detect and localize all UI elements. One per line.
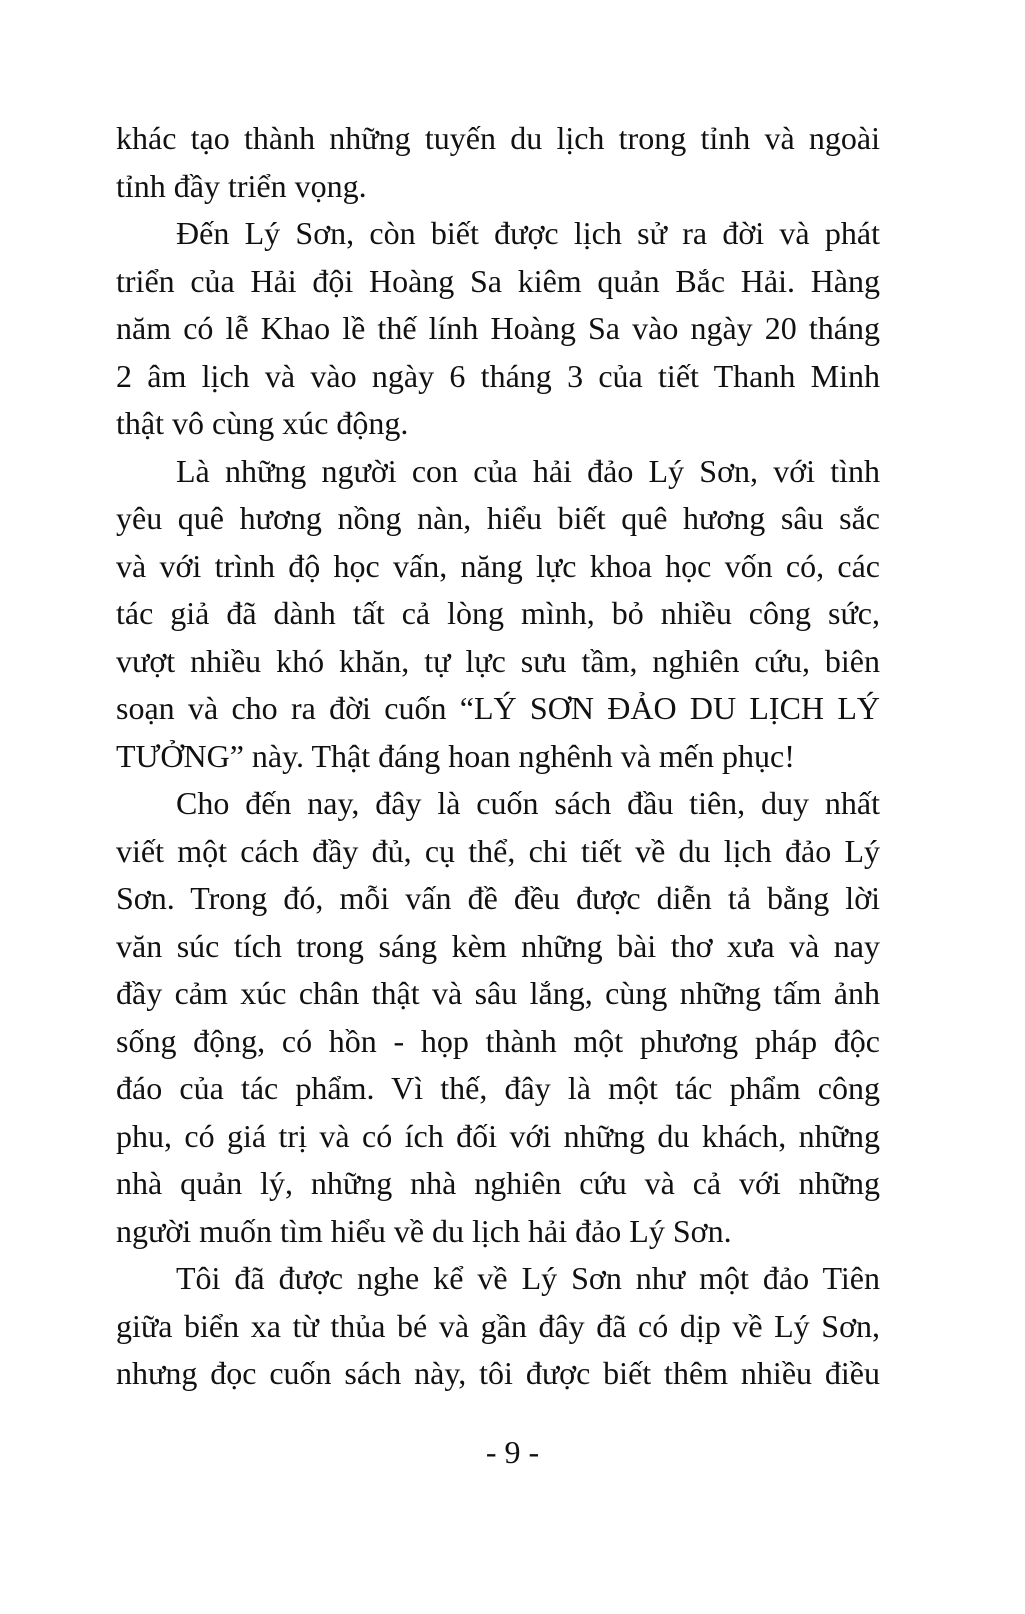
text-line: 2 âm lịch và vào ngày 6 tháng 3 của tiết Thanh Minh (116, 357, 880, 394)
text-line: phu, có giá trị và có ích đối với những du khách, những (116, 1117, 880, 1154)
page-number: - 9 - (485, 1434, 540, 1470)
text-line: Đến Lý Sơn, còn biết được lịch sử ra đời và phát (176, 215, 880, 251)
text-line: triển của Hải đội Hoàng Sa kiêm quản Bắc Hải. Hàng (116, 262, 880, 299)
paragraph (116, 1255, 880, 1398)
text-line: năm có lễ Khao lề thế lính Hoàng Sa vào ngày 20 tháng (116, 310, 880, 346)
text-line: Sơn. Trong đó, mỗi vấn đề đều được diễn tả bằng lời (116, 880, 880, 916)
text-line: người muốn tìm hiểu về du lịch hải đảo Lý Sơn. (116, 1212, 732, 1249)
text-line: thật vô cùng xúc động. (116, 405, 409, 441)
text-line: và với trình độ học vấn, năng lực khoa học vốn có, các (116, 547, 880, 584)
text-line: vượt nhiều khó khăn, tự lực sưu tầm, nghiên cứu, biên (116, 642, 880, 679)
text-line: tác giả đã dành tất cả lòng mình, bỏ nhiều công sức, (116, 595, 880, 631)
text-line: Là những người con của hải đảo Lý Sơn, với tình (176, 452, 880, 489)
text-line: nhà quản lý, những nhà nghiên cứu và cả với những (116, 1165, 880, 1201)
text-line: yêu quê hương nồng nàn, hiểu biết quê hương sâu sắc (116, 500, 880, 536)
page-body (116, 115, 880, 1398)
text-line: đáo của tác phẩm. Vì thế, đây là một tác phẩm công (116, 1070, 880, 1106)
text-line: khác tạo thành những tuyến du lịch trong tỉnh và ngoài (116, 120, 880, 156)
text-line: Tôi đã được nghe kể về Lý Sơn như một đảo Tiên (176, 1260, 880, 1296)
text-line: Cho đến nay, đây là cuốn sách đầu tiên, duy nhất (176, 785, 880, 821)
text-line: nhưng đọc cuốn sách này, tôi được biết thêm nhiều điều (116, 1355, 880, 1391)
text-line: văn súc tích trong sáng kèm những bài thơ xưa và nay (116, 927, 880, 964)
paragraph (116, 115, 880, 210)
text-line: đầy cảm xúc chân thật và sâu lắng, cùng những tấm ảnh (116, 975, 880, 1011)
text-line: tỉnh đầy triển vọng. (116, 167, 367, 204)
text-line: viết một cách đầy đủ, cụ thể, chi tiết về du lịch đảo Lý (116, 832, 880, 869)
text-line: soạn và cho ra đời cuốn “LÝ SƠN ĐẢO DU LỊCH LÝ (116, 690, 880, 726)
paragraph (116, 210, 880, 448)
text-line: giữa biển xa từ thủa bé và gần đây đã có dịp về Lý Sơn, (116, 1307, 880, 1344)
paragraph (116, 780, 880, 1255)
paragraph (116, 448, 880, 781)
text-line: sống động, có hồn - họp thành một phương pháp độc (116, 1022, 880, 1059)
text-line: TƯỞNG” này. Thật đáng hoan nghênh và mến phục! (116, 737, 795, 774)
